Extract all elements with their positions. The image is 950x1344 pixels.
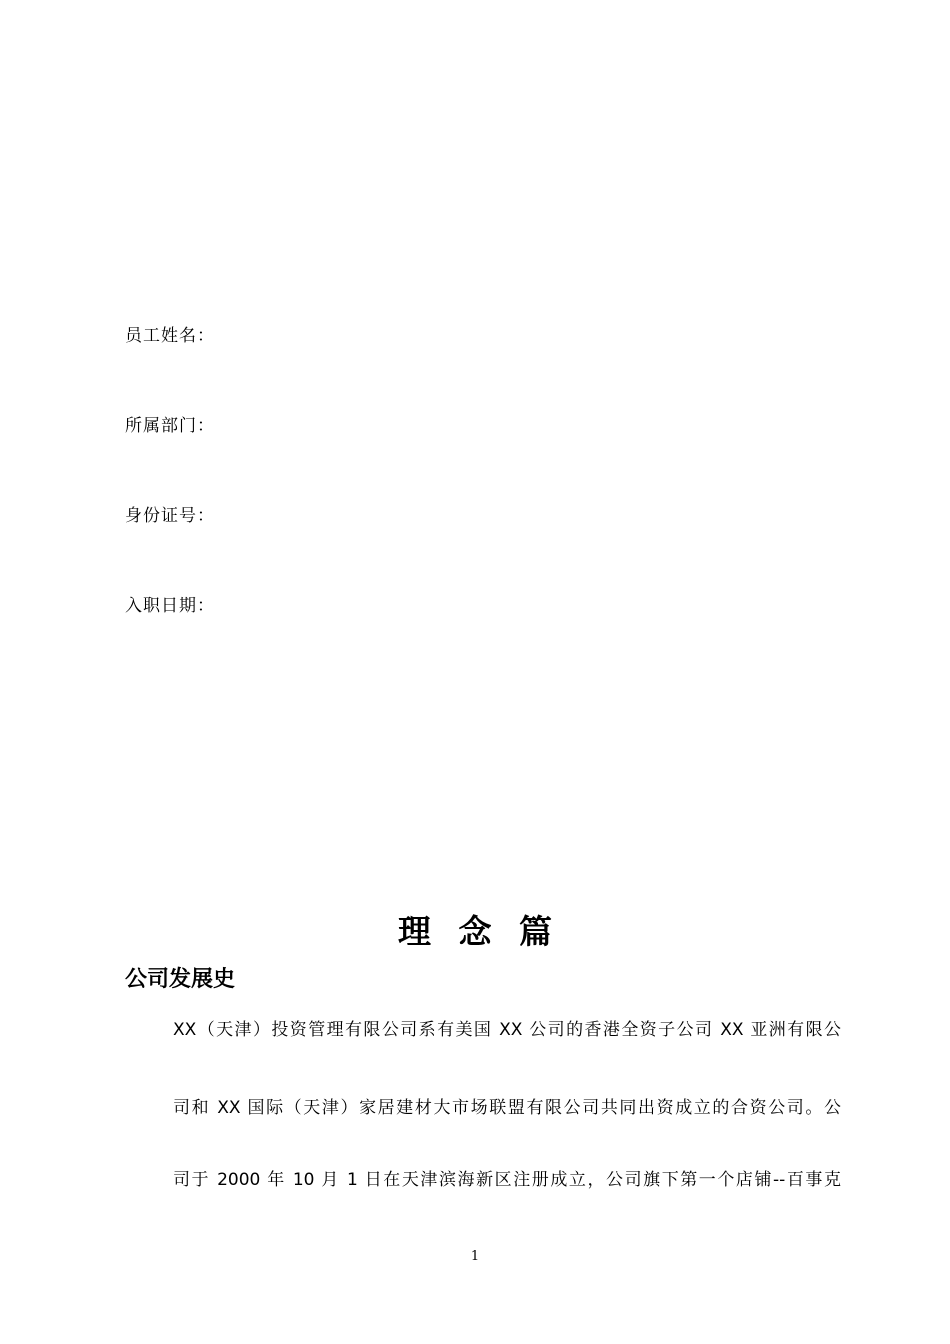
paragraph-line: 司于 2000 年 10 月 1 日在天津滨海新区注册成立，公司旗下第一个店铺--百事克: [173, 1170, 841, 1190]
page-number: 1: [470, 1249, 480, 1264]
section-title: 理 念 篇: [398, 912, 560, 951]
sub-heading: 公司发展史: [125, 967, 236, 992]
department-label: 所属部门：: [125, 416, 215, 436]
employee-name-label: 员工姓名：: [125, 326, 215, 346]
hire-date-label: 入职日期：: [125, 596, 215, 616]
paragraph-line: XX（天津）投资管理有限公司系有美国 XX 公司的香港全资子公司 XX 亚洲有限公: [173, 1020, 841, 1040]
paragraph-line: 司和 XX 国际（天津）家居建材大市场联盟有限公司共同出资成立的合资公司。公: [173, 1098, 841, 1118]
id-number-label: 身份证号：: [125, 506, 215, 526]
